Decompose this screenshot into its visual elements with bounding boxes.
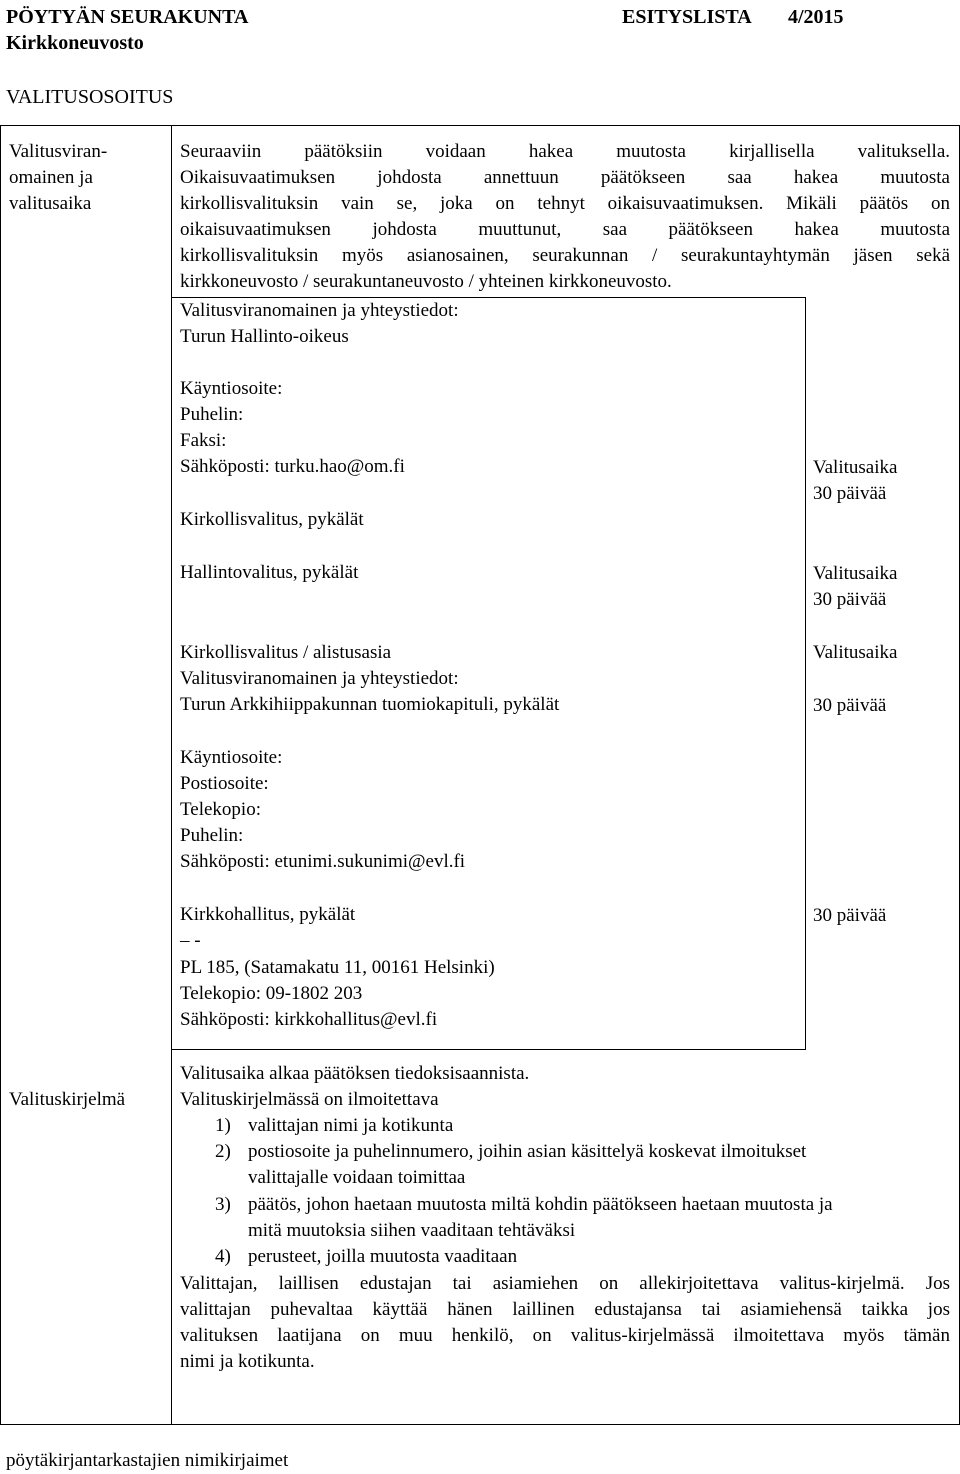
authority-label-line-1: Valitusviran- — [9, 141, 108, 162]
table-column-divider — [171, 125, 172, 1425]
chapter-email: Sähköposti: etunimi.sukunimi@evl.fi — [180, 851, 466, 872]
organization-name: PÖYTYÄN SEURAKUNTA — [6, 6, 249, 28]
intro-line-4: oikaisuvaatimuksen johdosta muuttunut, saa päätökseen hakea muutosta — [180, 219, 950, 240]
list-item-number-4: 4) — [215, 1246, 231, 1267]
board-email: Sähköposti: kirkkohallitus@evl.fi — [180, 1009, 438, 1030]
authority-label-line-3: valitusaika — [9, 193, 92, 214]
board-telefax: Telekopio: 09-1802 203 — [180, 983, 363, 1004]
list-item-2-line-1: postiosoite ja puhelinnumero, joihin asian käsittelyä koskevat ilmoitukset — [248, 1141, 807, 1162]
board-name: Kirkkohallitus, pykälät — [180, 904, 356, 925]
deadline-label-1: Valitusaika — [813, 457, 898, 478]
authority-heading: Valitusviranomainen ja yhteystiedot: — [180, 300, 459, 321]
deadline-value-3: 30 päivää — [813, 695, 887, 716]
closing-line-1: Valittajan, laillisen edustajan tai asiamiehen on allekirjoitettava valitus-kirjelmä. Jos — [180, 1273, 950, 1294]
list-item-2-line-2: valittajalle voidaan toimittaa — [248, 1167, 466, 1188]
document-number: 4/2015 — [788, 6, 844, 28]
authority-heading-2: Valitusviranomainen ja yhteystiedot: — [180, 668, 459, 689]
list-item-1: valittajan nimi ja kotikunta — [248, 1115, 454, 1136]
court-phone: Puhelin: — [180, 404, 244, 425]
chapter-visiting-address: Käyntiosoite: — [180, 747, 283, 768]
chapter-phone: Puhelin: — [180, 825, 244, 846]
intro-line-6: kirkkoneuvosto / seurakuntaneuvosto / yhteinen kirkkoneuvosto. — [180, 271, 672, 292]
authority-label-line-2: omainen ja — [9, 167, 93, 188]
intro-line-1: Seuraaviin päätöksiin voidaan hakea muutosta kirjallisella valituksella. — [180, 141, 950, 162]
meeting-body: Kirkkoneuvosto — [6, 32, 144, 54]
deadline-label-2: Valitusaika — [813, 563, 898, 584]
deadline-box-bottom — [172, 1049, 806, 1050]
court-email: Sähköposti: turku.hao@om.fi — [180, 456, 405, 477]
list-item-3-line-2: mitä muutoksia siihen vaaditaan tehtäväksi — [248, 1220, 576, 1241]
section-title: VALITUSOSOITUS — [6, 86, 174, 108]
signature-initials-label: pöytäkirjantarkastajien nimikirjaimet — [6, 1450, 289, 1471]
court-fax: Faksi: — [180, 430, 227, 451]
chapter-name: Turun Arkkihiippakunnan tuomiokapituli, pykälät — [180, 694, 560, 715]
deadline-start-note: Valitusaika alkaa päätöksen tiedoksisaannista. — [180, 1063, 530, 1084]
list-item-number-2: 2) — [215, 1141, 231, 1162]
deadline-label-3: Valitusaika — [813, 642, 898, 663]
deadline-box-divider — [805, 297, 806, 1049]
must-state-heading: Valituskirjelmässä on ilmoitettava — [180, 1089, 439, 1110]
list-item-number-1: 1) — [215, 1115, 231, 1136]
list-item-4: perusteet, joilla muutosta vaaditaan — [248, 1246, 518, 1267]
table-bottom-border — [0, 1424, 960, 1425]
document-type: ESITYSLISTA — [622, 6, 752, 28]
chapter-telefax: Telekopio: — [180, 799, 261, 820]
table-top-border — [0, 125, 960, 126]
church-appeal-sections: Kirkollisvalitus, pykälät — [180, 509, 364, 530]
list-item-3-line-1: päätös, johon haetaan muutosta miltä kohdin päätökseen haetaan muutosta ja — [248, 1194, 833, 1215]
closing-line-3: valituksen laatijana on muu henkilö, on valitus-kirjelmässä ilmoitettava myös tämän — [180, 1325, 950, 1346]
chapter-postal-address: Postiosoite: — [180, 773, 269, 794]
intro-line-2: Oikaisuvaatimuksen johdosta annettuun päätökseen saa hakea muutosta — [180, 167, 950, 188]
subordinate-appeal: Kirkollisvalitus / alistusasia — [180, 642, 392, 663]
board-dash: – - — [180, 930, 201, 951]
admin-appeal-sections: Hallintovalitus, pykälät — [180, 562, 359, 583]
list-item-number-3: 3) — [215, 1194, 231, 1215]
table-left-border — [0, 125, 1, 1425]
closing-line-2: valittajan puhevaltaa käyttää hänen laillinen edustajansa tai asiamiehensä taikka jos — [180, 1299, 950, 1320]
deadline-value-1: 30 päivää — [813, 483, 887, 504]
intro-line-5: kirkollisvalituksin myös asianosainen, seurakunnan / seurakuntayhtymän jäsen sekä — [180, 245, 950, 266]
intro-line-3: kirkollisvalituksin vain se, joka on tehnyt oikaisuvaatimuksen. Mikäli päätös on — [180, 193, 950, 214]
appeal-letter-label: Valituskirjelmä — [9, 1089, 126, 1110]
board-address: PL 185, (Satamakatu 11, 00161 Helsinki) — [180, 957, 495, 978]
deadline-value-4: 30 päivää — [813, 905, 887, 926]
deadline-value-2: 30 päivää — [813, 589, 887, 610]
court-visiting-address: Käyntiosoite: — [180, 378, 283, 399]
closing-line-4: nimi ja kotikunta. — [180, 1351, 315, 1372]
court-name: Turun Hallinto-oikeus — [180, 326, 349, 347]
